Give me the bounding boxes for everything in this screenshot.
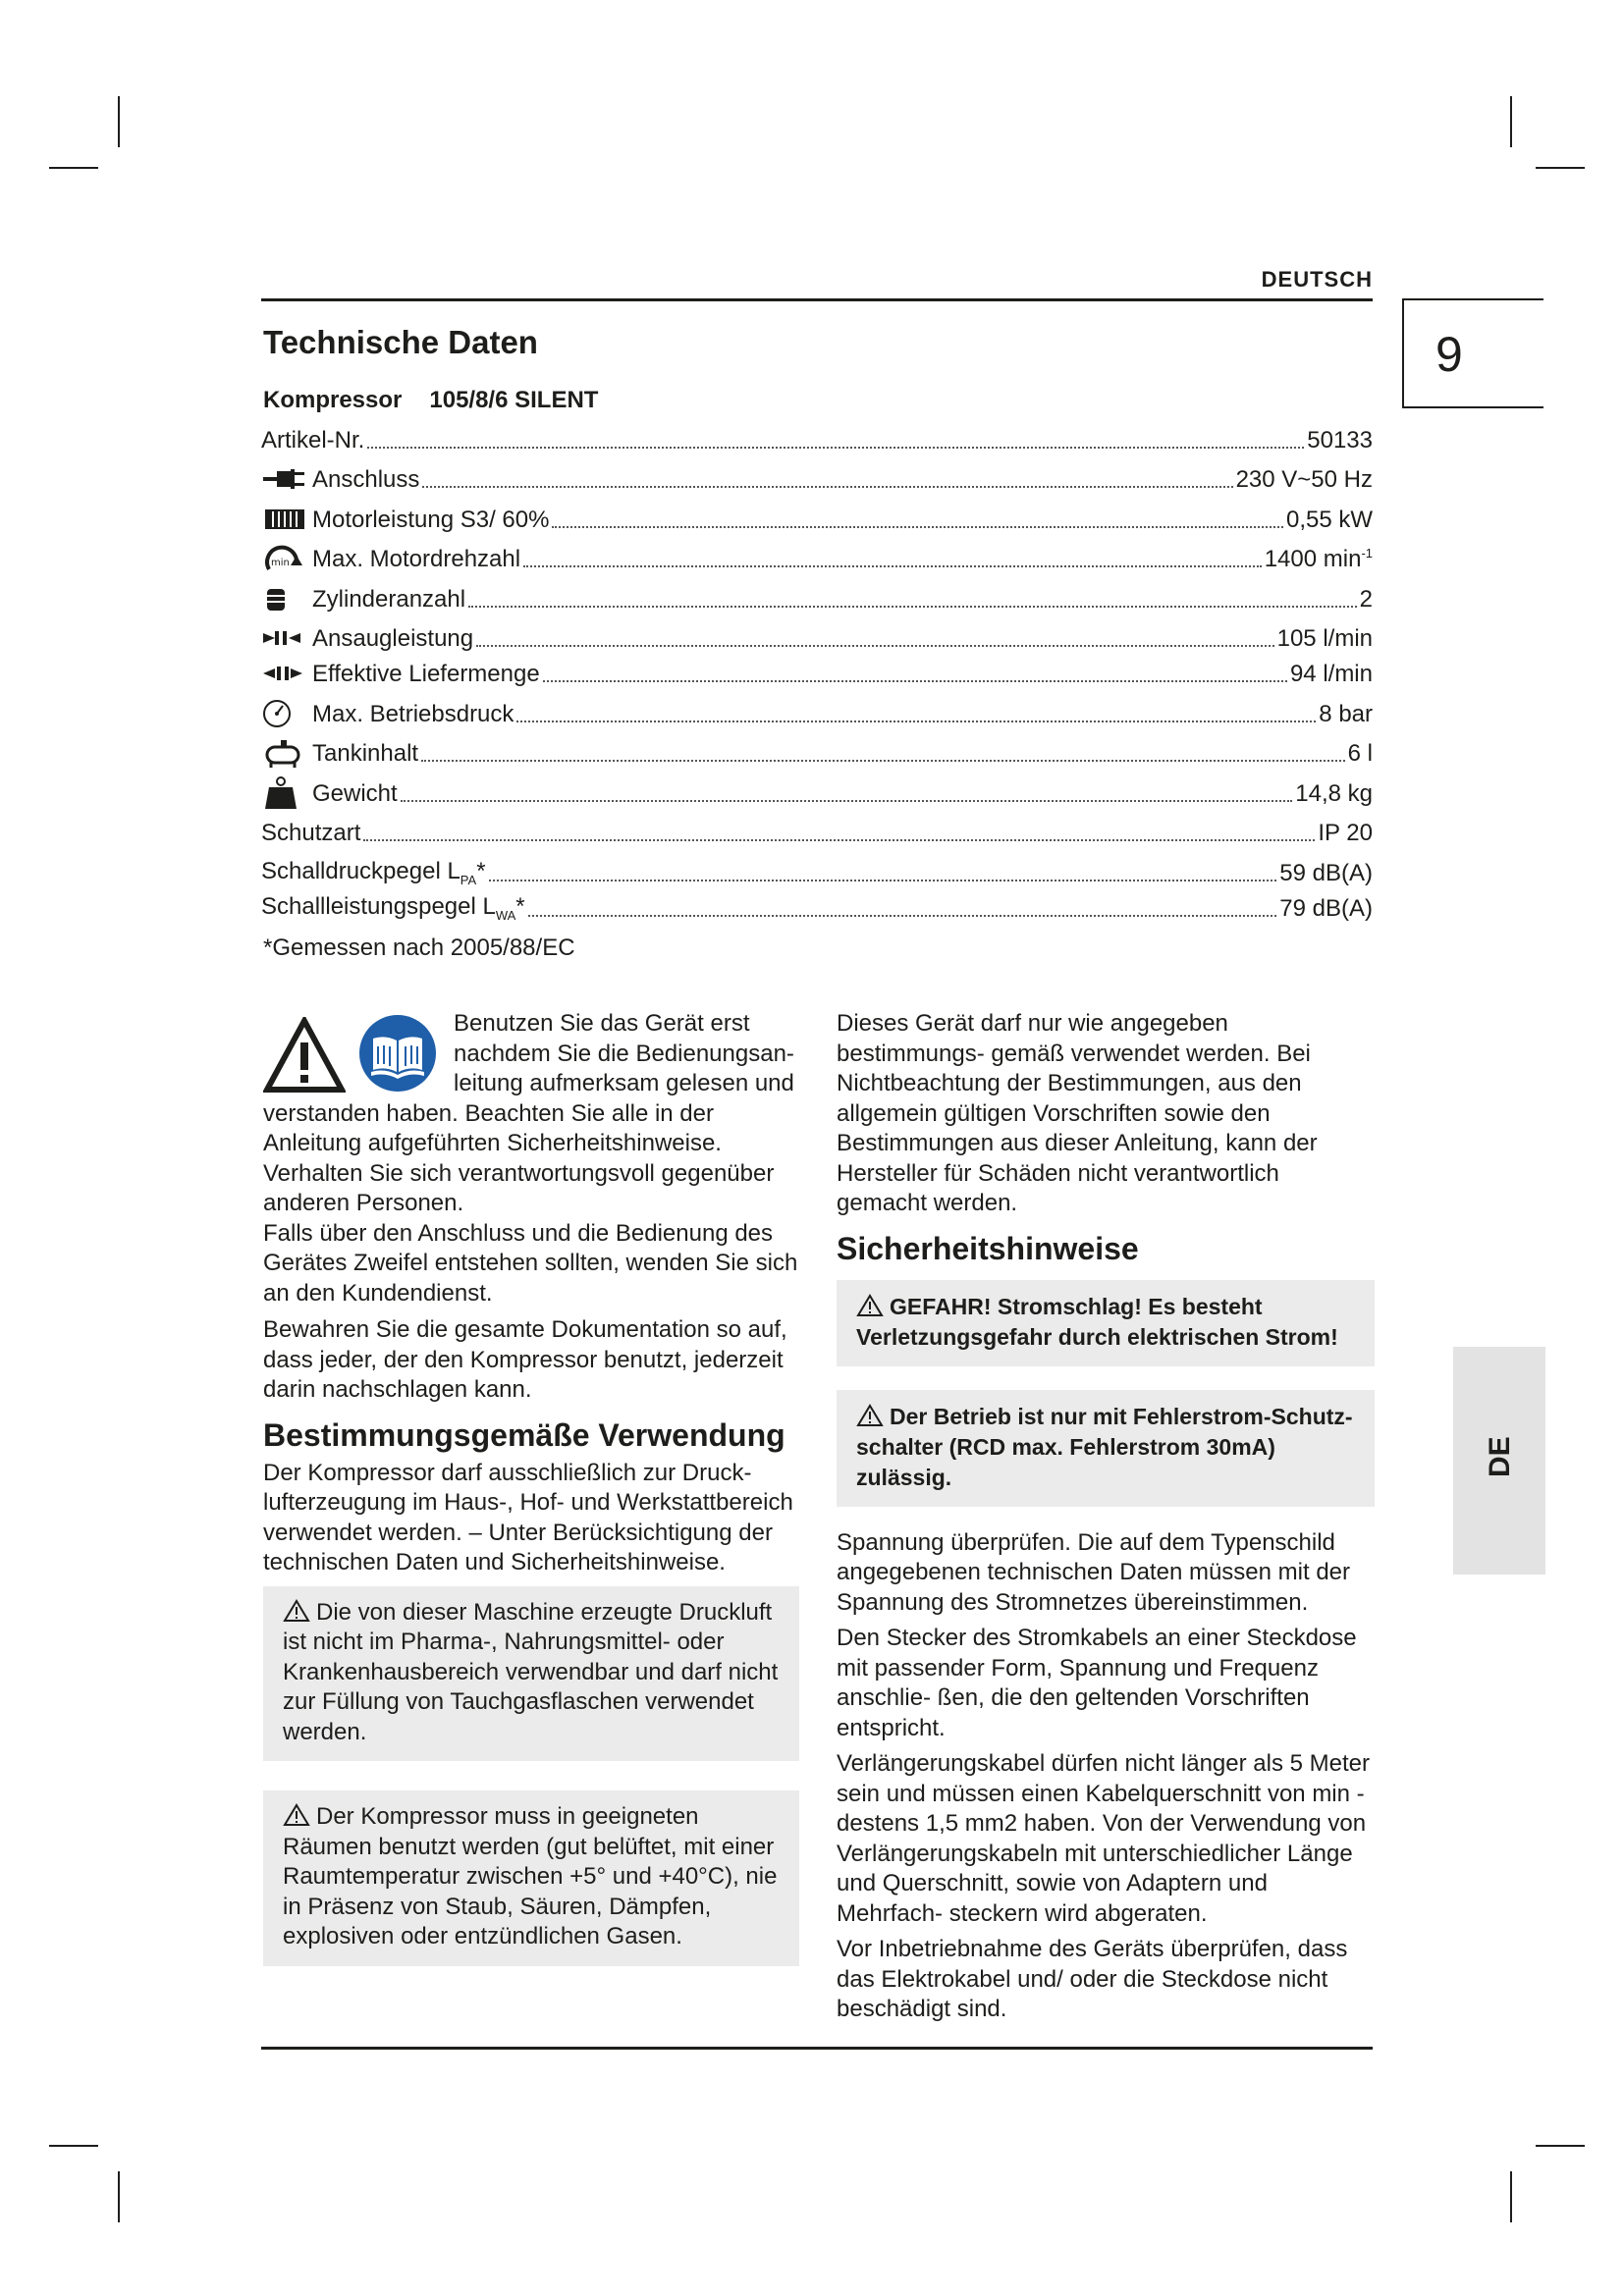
dot-leader [523,565,1262,567]
spec-label: Schallleistungspegel $L_{WA}*$ [261,893,525,923]
intro-block [263,1009,799,1099]
tank-icon [261,738,312,768]
read-manual-icon [357,1013,438,1094]
dot-leader [367,447,1304,449]
crop-mark [1536,167,1585,169]
spec-row [261,736,1373,768]
warning-triangle-icon [856,1294,884,1317]
keep-docs-text: Bewahren Sie die gesamte Dokumentation so auf, dass jeder, der den Kompressor benutzt, jederzeit darin nachschlagen kann. [263,1316,787,1403]
page-number-box [1402,298,1543,408]
dot-leader [421,760,1345,762]
spec-value: 50133 [1307,427,1373,454]
intro-lines [454,1009,794,1099]
spec-row [261,816,1373,847]
intended-use-title: Bestimmungsgemäße Verwendung [263,1416,785,1453]
top-rule [261,298,1373,301]
warning-triangle-icon [283,1803,310,1827]
crop-mark [1536,2145,1585,2147]
spec-value: 105 l/min [1276,625,1373,652]
model-name: 105/8/6 SILENT [429,387,599,413]
warning-triangle-icon [856,1404,884,1427]
spec-value: IP 20 [1318,820,1373,846]
left-column [263,1009,799,1966]
spec-label: Schutzart [261,820,361,846]
spec-value: 14,8 kg [1295,780,1373,807]
spec-row [261,776,1373,808]
notice-text: Die von dieser Maschine erzeugte Druckluft ist nicht im Pharma-, Nahrungsmittel- oder Krankenhausbereich verwendbar und darf nicht zur Füllung von Tauchgasflaschen verwendet werden. [283,1598,779,1745]
spec-row [261,462,1373,494]
spec-label: Max. Betriebsdruck [312,701,514,727]
spec-value: 6 l [1347,740,1373,767]
spec-value: 94 l/min [1289,661,1373,687]
spec-label: Motorleistung S3/ 60% [312,507,550,533]
intended-use-text: Der Kompressor darf ausschließlich zur Druck- lufterzeugung im Haus-, Hof- und Werkstattbereich verwendet werden. – Unter Berücksichtigung der technischen Daten und Sicherheitshinweise. [263,1459,793,1575]
plug-icon [261,464,312,494]
spec-value: 2 [1359,586,1373,613]
spec-row [261,697,1373,728]
dot-leader [401,800,1293,802]
voltage-text: Spannung überprüfen. Die auf dem Typenschild angegebenen technischen Daten müssen mit der Spannung des Stromnetzes übereinstimmen. [837,1528,1351,1616]
notice-text: Der Kompressor muss in geeigneten Räumen benutzt werden (gut belüftet, mit einer Raumtemperatur zwischen +5° und +40°C), nie in Präsenz von Staub, Säuren, Dämpfen, explosiven oder entzündlichen Gasen. [283,1803,778,1949]
spec-label: Ansaugleistung [312,625,474,652]
spec-row [261,423,1373,454]
dot-leader [422,486,1232,488]
intro-text: verstanden haben. Beachten Sie alle in der Anleitung aufgeführten Sicherheitshinweise. Verhalten Sie sich verantwortungsvoll gegenüber anderen Personen. [263,1099,775,1216]
plug-text: Den Stecker des Stromkabels an einer Steckdose mit passender Form, Spannung und Frequenz anschlie- ßen, die den geltenden Vorschriften entspricht. [837,1625,1357,1741]
language-header: DEUTSCH [1261,267,1373,292]
spec-label: Zylinderanzahl [312,586,466,613]
dot-leader [468,606,1357,608]
rcd-text: Der Betrieb ist nur mit Fehlerstrom-Schutz- schalter (RCD max. Fehlerstrom 30mA) zulässig. [856,1403,1353,1490]
extension-cable-text: Verlängerungskabel dürfen nicht länger als 5 Meter sein und müssen einen Kabelquerschnitt von min - destens 1,5 mm2 haben. Von der Verwendung von Verlängerungskabeln mit unterschiedlicher Länge und Querschnitt, sowie von Adaptern und Mehrfach- steckern wird abgeraten. [837,1750,1370,1927]
technical-data-title: Technische Daten [263,324,538,360]
notice-box-room [263,1790,799,1966]
spec-row [261,856,1373,887]
intended-use-note: Dieses Gerät darf nur wie angegeben bestimmungs- gemäß verwendet werden. Bei Nichtbeachtung der Bestimmungen, aus den allgemein gültigen Vorschriften sowie den Bestimmungen aus dieser Anleitung, kann der Hersteller für Schäden nicht verantwortlich gemacht werden. [837,1010,1318,1216]
cylinder-icon [261,584,312,614]
output-icon [261,659,312,688]
spec-value: 59 dB(A) [1279,860,1373,886]
spec-label: Gewicht [312,780,398,807]
spec-label: Schalldruckpegel $L_{PA}*$ [261,858,486,887]
spec-value: 79 dB(A) [1279,895,1373,922]
right-column [837,1009,1375,2025]
crop-mark [118,2171,120,2222]
language-side-tab-label: DE [1484,1436,1516,1477]
spec-value: 0,55 kW [1285,507,1373,533]
svg-text:min: min [271,558,290,568]
spec-label: Max. Motordrehzahl [312,546,521,572]
dot-leader [476,645,1273,647]
bottom-rule [261,2047,1373,2050]
spec-row [261,621,1373,653]
dot-leader [528,915,1277,917]
spec-row [261,542,1373,573]
dot-leader [516,721,1316,722]
safety-title: Sicherheitshinweise [837,1230,1139,1266]
dot-leader [363,839,1315,841]
rpm-icon [261,544,312,573]
spec-value: 8 bar [1319,701,1373,727]
spec-value: 1400 $\min^{-1}$ [1264,546,1373,572]
warning-triangle-icon [263,1017,346,1094]
danger-box [837,1280,1375,1366]
model-line [263,387,598,414]
intake-icon [261,623,312,653]
product-name: Kompressor [263,387,403,413]
intro-line: nachdem Sie die Bedienungsan- [454,1040,794,1067]
spec-label: Anschluss [312,466,420,493]
crop-mark [49,2145,98,2147]
spec-label: Artikel-Nr. [261,427,365,454]
spec-label: Tankinhalt [312,740,419,767]
spec-row [261,582,1373,614]
rcd-box [837,1390,1375,1507]
language-side-tab [1453,1347,1545,1575]
intro-line: leitung aufmerksam gelesen und [454,1070,794,1096]
spec-row [261,503,1373,534]
spec-value: 230 V~50 Hz [1235,466,1373,493]
intro-line: Benutzen Sie das Gerät erst [454,1010,750,1037]
motor-icon [261,505,312,534]
cable-check-text: Vor Inbetriebnahme des Geräts überprüfen, dass das Elektrokabel und/ oder die Steckdose nicht beschädigt sind. [837,1936,1348,2022]
spec-footnote: *Gemessen nach 2005/88/EC [263,934,575,961]
crop-mark [1510,96,1512,147]
intro-text-service: Falls über den Anschluss und die Bedienung des Gerätes Zweifel entstehen sollten, wenden Sie sich an den Kundendienst. [263,1219,798,1307]
dot-leader [552,526,1283,528]
crop-mark [1510,2171,1512,2222]
crop-mark [49,167,98,169]
weight-icon [261,778,312,808]
spec-row [261,891,1373,923]
pressure-gauge-icon [261,699,312,728]
spec-row [261,657,1373,688]
dot-leader [489,880,1277,881]
danger-text: GEFAHR! Stromschlag! Es besteht Verletzungsgefahr durch elektrischen Strom! [856,1293,1338,1350]
page-number: 9 [1435,327,1463,382]
spec-label: Effektive Liefermenge [312,661,540,687]
dot-leader [543,680,1287,682]
notice-box-compressed-air [263,1586,799,1762]
crop-mark [118,96,120,147]
warning-triangle-icon [283,1599,310,1623]
